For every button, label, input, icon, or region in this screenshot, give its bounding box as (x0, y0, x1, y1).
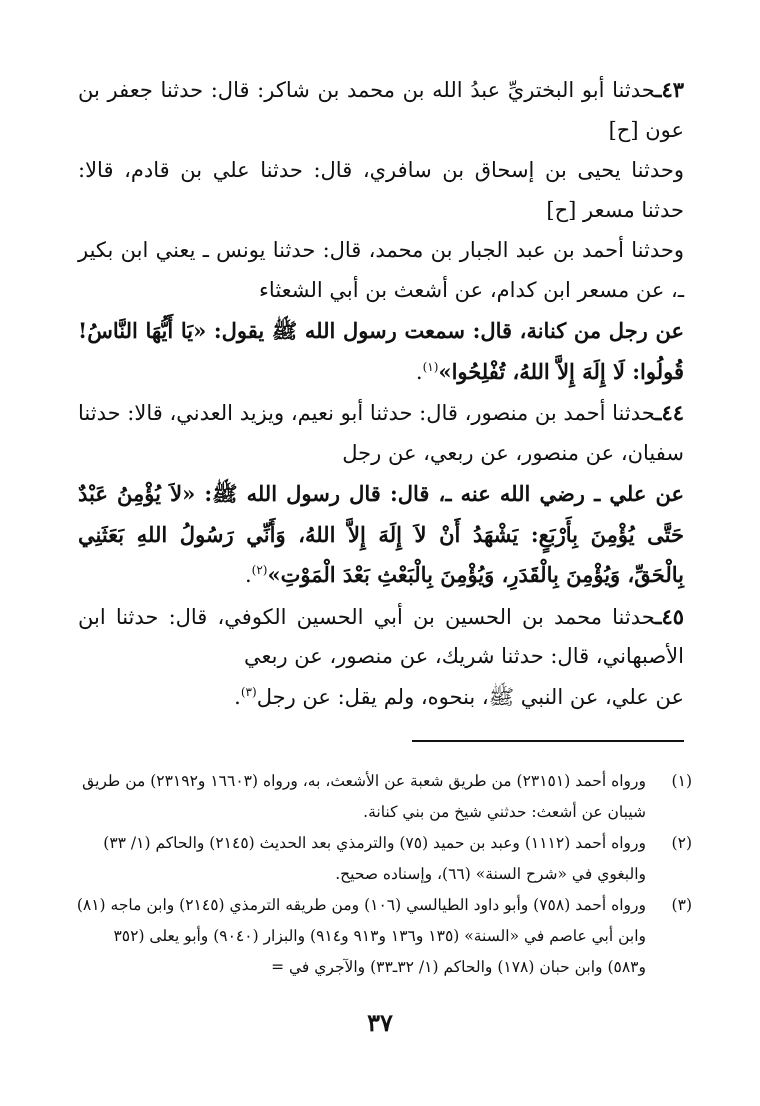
paragraph-text: وحدثنا أحمد بن عبد الجبار بن محمد، قال: حدثنا يونس ـ يعني ابن بكير ـ، عن مسعر ابن كدام، عن أشعث بن أبي الشعثاء (78, 238, 684, 302)
footnote (76, 890, 692, 983)
footnote-text: ورواه أحمد (٢٣١٥١) من طريق شعبة عن الأشعث، به، ورواه (١٦٦٠٣ و٢٣١٩٢) من طريق شيبان عن أشعث: حدثني شيخ من بني كنانة. (82, 772, 646, 821)
footnote (76, 766, 692, 828)
paragraph-text: عن علي ـ رضي الله عنه ـ، قال: قال رسول الله ﷺ: «لاَ يُؤْمِنُ عَبْدٌ حَتَّى يُؤْمِنَ بِأَرْبَعٍ: يَشْهَدُ أَنْ لاَ إِلَهَ إِلاَّ اللهُ، وَأَنِّي رَسُولُ اللهِ بَعَثَنِي بِالْحَقِّ، وَيُؤْمِنَ بِالْقَدَرِ، وَيُؤْمِنَ بِالْبَعْثِ بَعْدَ الْمَوْتِ» (78, 481, 684, 587)
paragraph-end: . (244, 563, 252, 587)
hadith-paragraph (78, 70, 684, 150)
paragraph-text: حدثنا محمد بن الحسين بن أبي الحسين الكوفي، قال: حدثنا ابن الأصبهاني، قال: حدثنا شريك، عن منصور، عن ربعي (78, 604, 684, 668)
footnote-marker: (٢) (251, 563, 268, 577)
footnote-marker: (٣) (240, 684, 257, 699)
hadith-paragraph (78, 678, 684, 718)
paragraph-text: حدثنا أحمد بن منصور، قال: حدثنا أبو نعيم، ويزيد العدني، قالا: حدثنا سفيان، عن منصور، عن ربعي، عن رجل (78, 401, 684, 465)
page-number: ٣٧ (367, 1008, 393, 1037)
paragraph-text: عن رجل من كنانة، قال: سمعت رسول الله ﷺ يقول: «يَا أَيُّهَا النَّاسُ! قُولُوا: لَا إِلَهَ إِلاَّ اللهُ، تُفْلِحُوا» (78, 318, 684, 384)
footnote-number: (٣) (671, 896, 692, 914)
paragraph-text: عن علي، عن النبي ﷺ، بنحوه، ولم يقل: عن رجل (256, 684, 684, 709)
hadith-text (78, 70, 684, 718)
footnote-separator (412, 740, 684, 742)
footnote-text: ورواه أحمد (١١١٢) وعبد بن حميد (٧٥) والترمذي بعد الحديث (٢١٤٥) والحاكم (١/ ٣٣) والبغوي في «شرح السنة» (٦٦)، وإسناده صحيح. (103, 834, 646, 883)
footnote (76, 828, 692, 890)
hadith-number: ٤٣ـ (655, 77, 684, 102)
hadith-paragraph (78, 311, 684, 392)
hadith-number: ٤٤ـ (655, 400, 684, 425)
paragraph-end: . (415, 359, 423, 384)
hadith-number: ٤٥ـ (655, 603, 684, 629)
footnote-marker: (١) (422, 359, 439, 374)
footnote-number: (١) (671, 772, 692, 790)
footnotes (76, 766, 692, 983)
hadith-paragraph (78, 474, 684, 596)
hadith-paragraph (78, 231, 684, 310)
footnote-number: (٢) (671, 834, 692, 852)
hadith-paragraph (78, 597, 684, 677)
footnote-text: ورواه أحمد (٧٥٨) وأبو داود الطيالسي (١٠٦) ومن طريقه الترمذي (٢١٤٥) وابن ماجه (٨١) وابن أبي عاصم في «السنة» (١٣٥ و١٣٦ و٩١٣ و٩١٤) والبزار (٩٠٤٠) وأبو يعلى (٣٥٢ و٥٨٣) وابن حبان (١٧٨) والحاكم (١/ ٣٢ـ٣٣) والآجري في = (76, 896, 646, 976)
hadith-paragraph (78, 393, 684, 473)
paragraph-text: وحدثنا يحيى بن إسحاق بن سافري، قال: حدثنا علي بن قادم، قالا: حدثنا مسعر [ح] (78, 158, 684, 222)
paragraph-text: حدثنا أبو البختريِّ عبدُ الله بن محمد بن شاكر: قال: حدثنا جعفر بن عون [ح] (78, 78, 684, 142)
hadith-paragraph (78, 151, 684, 230)
paragraph-end: . (234, 684, 241, 709)
